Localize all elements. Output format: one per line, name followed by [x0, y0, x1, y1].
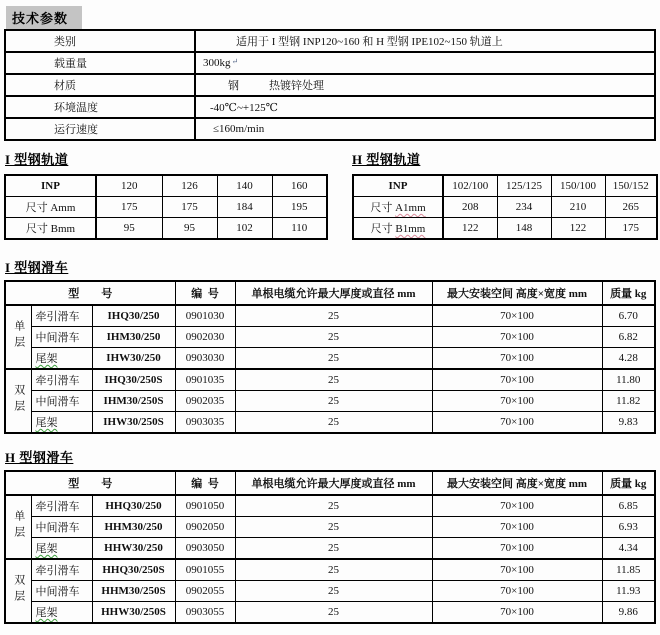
code-cell: 0902050 [175, 517, 235, 538]
table-row [5, 369, 655, 391]
rail-cell: 175 [162, 197, 217, 218]
cable-cell: 25 [235, 538, 432, 560]
rail-size-col: 150/152 [605, 175, 657, 197]
space-cell: 70×100 [432, 412, 602, 434]
table-row [5, 52, 655, 74]
type-cell: 牵引滑车 [31, 369, 92, 391]
rail-cell: 148 [497, 218, 551, 240]
table-row [5, 348, 655, 370]
cable-cell: 25 [235, 305, 432, 327]
code-header: 编 号 [175, 281, 235, 305]
code-cell: 0902030 [175, 327, 235, 348]
dim-label-text: 尺寸 [370, 223, 393, 235]
rail-dim-label [353, 218, 443, 240]
dim-unit-text: B1mm [395, 223, 426, 235]
rail-cell: 195 [272, 197, 327, 218]
cable-header: 单根电缆允许最大厚度或直径 mm [235, 281, 432, 305]
weight-cell: 11.85 [602, 559, 655, 581]
type-cell-text: 尾架 [35, 607, 58, 619]
code-cell: 0903030 [175, 348, 235, 370]
h-rail-table [352, 174, 658, 240]
table-row [5, 538, 655, 560]
model-cell: IHQ30/250 [92, 305, 175, 327]
page-title: 技术参数 [6, 6, 82, 30]
rail-size-col: 102/100 [443, 175, 497, 197]
weight-header: 质量 kg [602, 281, 655, 305]
cable-cell: 25 [235, 517, 432, 538]
param-value [195, 74, 655, 96]
table-row [5, 96, 655, 118]
model-cell: HHM30/250S [92, 581, 175, 602]
weight-cell: 4.34 [602, 538, 655, 560]
section-title-i-rail: I 型钢轨道 [5, 152, 69, 167]
space-cell: 70×100 [432, 559, 602, 581]
i-trolley-table [4, 280, 656, 434]
weight-cell: 9.83 [602, 412, 655, 434]
model-cell: HHM30/250 [92, 517, 175, 538]
space-cell: 70×100 [432, 602, 602, 624]
dim-label-text: 尺寸 [25, 202, 48, 214]
rail-dim-label [353, 197, 443, 218]
h-trolley-table [4, 470, 656, 624]
space-cell: 70×100 [432, 348, 602, 370]
model-cell: HHW30/250 [92, 538, 175, 560]
rail-size-col: 126 [162, 175, 217, 197]
cable-cell: 25 [235, 495, 432, 517]
layer-label-text: 单层 [12, 509, 25, 542]
type-cell [31, 538, 92, 560]
cable-cell: 25 [235, 327, 432, 348]
table-row [5, 495, 655, 517]
type-cell [31, 348, 92, 370]
model-cell: IHQ30/250S [92, 369, 175, 391]
table-row [5, 602, 655, 624]
table-row [5, 412, 655, 434]
rail-cell: 95 [96, 218, 162, 240]
weight-cell: 6.93 [602, 517, 655, 538]
type-cell: 牵引滑车 [31, 305, 92, 327]
rail-cell: 208 [443, 197, 497, 218]
code-header: 编 号 [175, 471, 235, 495]
table-row [5, 581, 655, 602]
type-cell-text: 尾架 [35, 417, 58, 429]
rail-cell: 122 [551, 218, 605, 240]
param-value: 适用于 I 型钢 INP120~160 和 H 型钢 IPE102~150 轨道上 [195, 30, 655, 52]
table-row [5, 517, 655, 538]
rail-cell: 210 [551, 197, 605, 218]
code-cell: 0902035 [175, 391, 235, 412]
section-title-h-trolley: H 型钢滑车 [5, 450, 74, 465]
i-rail-table [4, 174, 328, 240]
weight-cell: 11.82 [602, 391, 655, 412]
space-header: 最大安装空间 高度×宽度 mm [432, 471, 602, 495]
table-row [5, 391, 655, 412]
layer-label [5, 495, 31, 559]
section-title-h-rail: H 型钢轨道 [352, 152, 421, 167]
rail-cell: 102 [217, 218, 272, 240]
rail-cell: 122 [443, 218, 497, 240]
param-value [195, 52, 655, 74]
param-value: -40℃~+125℃ [195, 96, 655, 118]
cable-cell: 25 [235, 412, 432, 434]
rail-cell: 265 [605, 197, 657, 218]
model-cell: HHQ30/250S [92, 559, 175, 581]
code-cell: 0902055 [175, 581, 235, 602]
paragraph-mark: ↵ [231, 57, 239, 66]
table-row [5, 74, 655, 96]
cable-cell: 25 [235, 348, 432, 370]
section-title-i-trolley: I 型钢滑车 [5, 260, 69, 275]
space-cell: 70×100 [432, 517, 602, 538]
param-label: 运行速度 [5, 118, 195, 140]
code-cell: 0903050 [175, 538, 235, 560]
type-cell [31, 602, 92, 624]
model-cell: IHW30/250S [92, 412, 175, 434]
rail-cell: 95 [162, 218, 217, 240]
dim-unit-text: Bmm [50, 223, 76, 235]
type-cell-text: 尾架 [35, 353, 58, 365]
table-header-row [5, 281, 655, 305]
rail-cell: 234 [497, 197, 551, 218]
layer-label [5, 369, 31, 433]
cable-cell: 25 [235, 581, 432, 602]
table-row [5, 30, 655, 52]
type-cell: 牵引滑车 [31, 559, 92, 581]
model-cell: IHM30/250 [92, 327, 175, 348]
code-cell: 0901050 [175, 495, 235, 517]
param-value-text: 300kg [203, 57, 231, 69]
type-cell: 中间滑车 [31, 391, 92, 412]
param-label: 类别 [5, 30, 195, 52]
weight-cell: 4.28 [602, 348, 655, 370]
type-cell-text: 尾架 [35, 543, 58, 555]
rail-size-col: 120 [96, 175, 162, 197]
code-cell: 0903035 [175, 412, 235, 434]
param-label: 环境温度 [5, 96, 195, 118]
table-row [5, 118, 655, 140]
model-cell: IHM30/250S [92, 391, 175, 412]
type-cell: 中间滑车 [31, 581, 92, 602]
table-row [5, 175, 327, 197]
layer-label [5, 305, 31, 369]
space-header: 最大安装空间 高度×宽度 mm [432, 281, 602, 305]
table-row [5, 559, 655, 581]
code-cell: 0903055 [175, 602, 235, 624]
type-cell: 中间滑车 [31, 517, 92, 538]
rail-cell: 175 [605, 218, 657, 240]
rail-size-col: 150/100 [551, 175, 605, 197]
cable-cell: 25 [235, 391, 432, 412]
weight-cell: 9.86 [602, 602, 655, 624]
space-cell: 70×100 [432, 305, 602, 327]
table-row [5, 218, 327, 240]
rail-size-col: 125/125 [497, 175, 551, 197]
table-header-row [5, 471, 655, 495]
material-text: 钢 [228, 80, 239, 92]
model-cell: HHW30/250S [92, 602, 175, 624]
table-row [353, 197, 657, 218]
model-header: 型 号 [5, 281, 175, 305]
table-row [353, 218, 657, 240]
code-cell: 0901055 [175, 559, 235, 581]
dim-unit-text: A1mm [395, 202, 426, 214]
layer-label [5, 559, 31, 623]
param-value: ≤160m/min [195, 118, 655, 140]
type-cell [31, 412, 92, 434]
rail-cell: 184 [217, 197, 272, 218]
cable-cell: 25 [235, 559, 432, 581]
layer-label-text: 双层 [12, 573, 25, 606]
weight-cell: 11.93 [602, 581, 655, 602]
table-row [353, 175, 657, 197]
dim-label-text: 尺寸 [25, 223, 48, 235]
rail-dim-label [5, 218, 96, 240]
param-label: 载重量 [5, 52, 195, 74]
space-cell: 70×100 [432, 538, 602, 560]
table-row [5, 197, 327, 218]
weight-cell: 6.85 [602, 495, 655, 517]
rail-cell: 175 [96, 197, 162, 218]
model-cell: IHW30/250 [92, 348, 175, 370]
dim-unit-text: Amm [50, 202, 76, 214]
dim-label-text: 尺寸 [370, 202, 393, 214]
cable-cell: 25 [235, 602, 432, 624]
weight-cell: 6.70 [602, 305, 655, 327]
rail-cell: 110 [272, 218, 327, 240]
weight-cell: 11.80 [602, 369, 655, 391]
model-cell: HHQ30/250 [92, 495, 175, 517]
model-header: 型 号 [5, 471, 175, 495]
rail-size-col: 160 [272, 175, 327, 197]
code-cell: 0901030 [175, 305, 235, 327]
params-table [4, 29, 656, 141]
rail-col-header: INP [5, 175, 96, 197]
rail-col-header: INP [353, 175, 443, 197]
layer-label-text: 单层 [12, 319, 25, 352]
cable-cell: 25 [235, 369, 432, 391]
table-row [5, 327, 655, 348]
space-cell: 70×100 [432, 369, 602, 391]
space-cell: 70×100 [432, 495, 602, 517]
space-cell: 70×100 [432, 581, 602, 602]
weight-header: 质量 kg [602, 471, 655, 495]
space-cell: 70×100 [432, 327, 602, 348]
table-row [5, 305, 655, 327]
weight-cell: 6.82 [602, 327, 655, 348]
param-label: 材质 [5, 74, 195, 96]
code-cell: 0901035 [175, 369, 235, 391]
type-cell: 中间滑车 [31, 327, 92, 348]
cable-header: 单根电缆允许最大厚度或直径 mm [235, 471, 432, 495]
material-treatment-text: 热镀锌处理 [269, 80, 324, 92]
type-cell: 牵引滑车 [31, 495, 92, 517]
rail-size-col: 140 [217, 175, 272, 197]
rail-dim-label [5, 197, 96, 218]
layer-label-text: 双层 [12, 383, 25, 416]
space-cell: 70×100 [432, 391, 602, 412]
